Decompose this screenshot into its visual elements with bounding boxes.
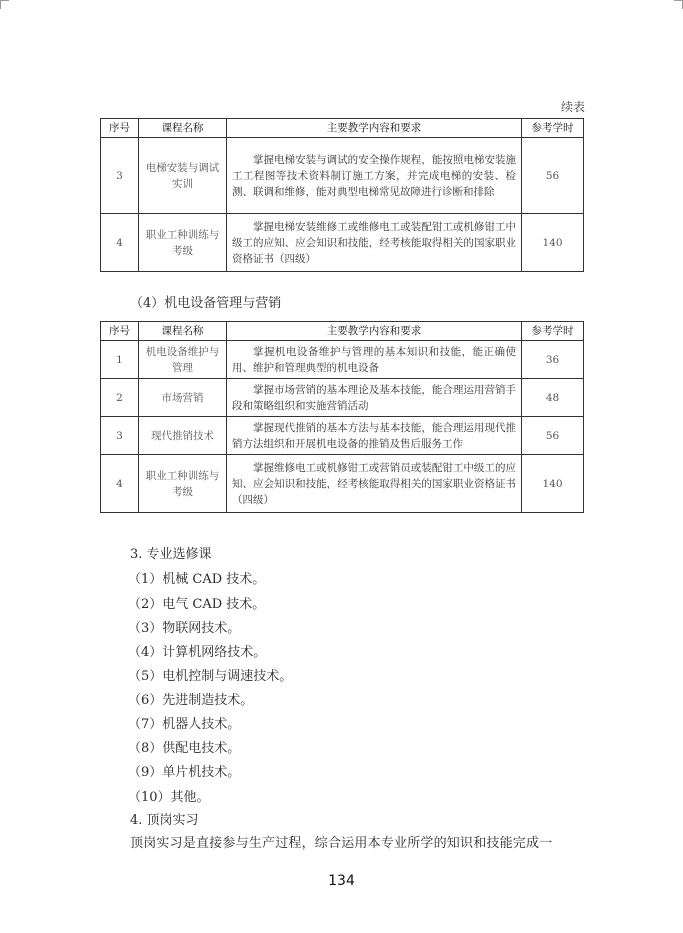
table-row	[101, 341, 584, 379]
page-number: 134	[328, 873, 355, 889]
section-heading-internship: 4. 顶岗实习	[130, 813, 199, 828]
row-hours: 140	[522, 455, 584, 513]
table-header-row	[101, 119, 584, 138]
elective-item: （1）机械 CAD 技术。	[128, 572, 266, 587]
row-no: 3	[101, 138, 139, 214]
row-no: 2	[101, 379, 139, 417]
header-hours: 参考学时	[522, 119, 584, 138]
elective-item: （6）先进制造技术。	[128, 693, 254, 708]
continued-label: 续表	[560, 100, 585, 114]
table-row	[101, 138, 584, 214]
table-row	[101, 379, 584, 417]
row-content: 掌握现代推销的基本方法与基本技能，能合理运用现代推销方法组织和开展机电设备的推销及售后服务工作	[227, 417, 522, 455]
row-course-name: 机电设备维护与管理	[139, 341, 227, 379]
header-content: 主要教学内容和要求	[227, 119, 522, 138]
crop-mark-top-right	[674, 0, 683, 9]
row-no: 1	[101, 341, 139, 379]
internship-paragraph: 顶岗实习是直接参与生产过程，综合运用本专业所学的知识和技能完成一	[130, 836, 553, 851]
subsection-heading: （4）机电设备管理与营销	[130, 296, 282, 311]
elective-item: （10）其他。	[128, 790, 210, 805]
row-course-name: 职业工种训练与考级	[139, 455, 227, 513]
elective-item: （7）机器人技术。	[128, 717, 241, 732]
elective-item: （8）供配电技术。	[128, 741, 241, 756]
row-no: 4	[101, 214, 139, 272]
row-content: 掌握机电设备维护与管理的基本知识和技能，能正确使用、维护和管理典型的机电设备	[227, 341, 522, 379]
table-row	[101, 214, 584, 272]
header-no: 序号	[101, 119, 139, 138]
elective-item: （5）电机控制与调速技术。	[128, 669, 293, 684]
row-content: 掌握市场营销的基本理论及基本技能，能合理运用营销手段和策略组织和实施营销活动	[227, 379, 522, 417]
header-course-name: 课程名称	[139, 322, 227, 341]
row-hours: 36	[522, 341, 584, 379]
header-content: 主要教学内容和要求	[227, 322, 522, 341]
row-content: 掌握电梯安装与调试的安全操作规程，能按照电梯安装施工工程图等技术资料制订施工方案，并完成电梯的安装、检测、联调和维修，能对典型电梯常见故障进行诊断和排除	[227, 138, 522, 214]
crop-mark-top-left	[0, 0, 9, 9]
row-course-name: 职业工种训练与考级	[139, 214, 227, 272]
row-hours: 48	[522, 379, 584, 417]
course-table-equipment-marketing	[100, 321, 584, 513]
elective-item: （4）计算机网络技术。	[128, 645, 267, 660]
row-hours: 56	[522, 417, 584, 455]
table-row	[101, 455, 584, 513]
table-header-row	[101, 322, 584, 341]
row-content: 掌握维修电工或机修钳工或营销员或装配钳工中级工的应知、应会知识和技能，经考核能取得相关的国家职业资格证书（四级）	[227, 455, 522, 513]
row-hours: 56	[522, 138, 584, 214]
section-heading-electives: 3. 专业选修课	[130, 547, 212, 562]
elective-item: （9）单片机技术。	[128, 765, 241, 780]
row-content: 掌握电梯安装维修工或维修电工或装配钳工或机修钳工中级工的应知、应会知识和技能，经考核能取得相关的国家职业资格证书（四级）	[227, 214, 522, 272]
course-table-continued	[100, 118, 584, 272]
header-course-name: 课程名称	[139, 119, 227, 138]
header-no: 序号	[101, 322, 139, 341]
row-course-name: 市场营销	[139, 379, 227, 417]
header-hours: 参考学时	[522, 322, 584, 341]
table-row	[101, 417, 584, 455]
elective-item: （2）电气 CAD 技术。	[128, 597, 266, 612]
row-no: 3	[101, 417, 139, 455]
row-hours: 140	[522, 214, 584, 272]
row-no: 4	[101, 455, 139, 513]
elective-item: （3）物联网技术。	[128, 621, 241, 636]
row-course-name: 电梯安装与调试实训	[139, 138, 227, 214]
row-course-name: 现代推销技术	[139, 417, 227, 455]
